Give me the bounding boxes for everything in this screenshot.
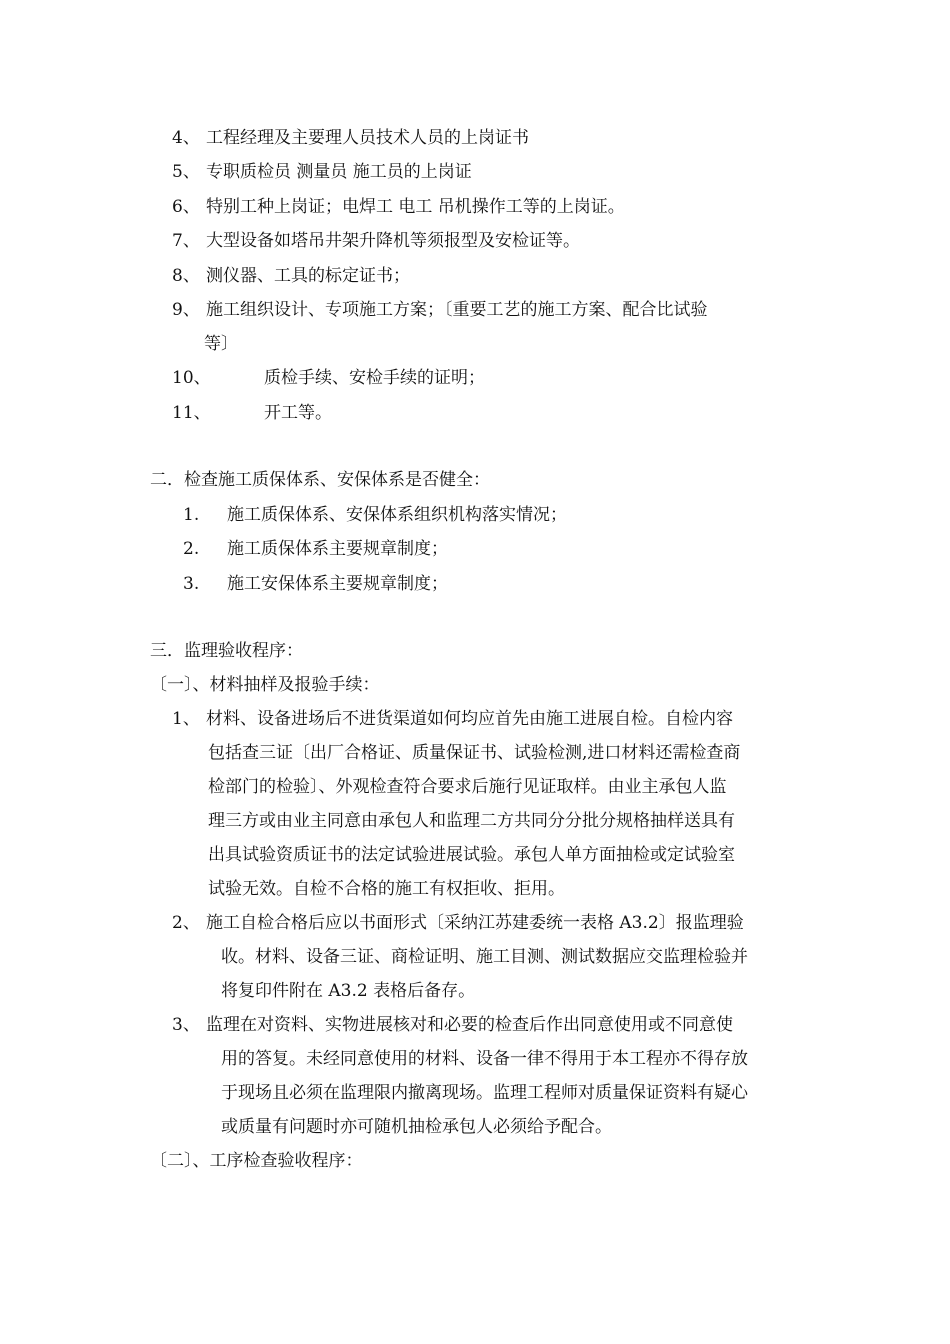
list-item (172, 126, 529, 150)
item-number: 3、 (172, 1015, 200, 1035)
subsection-heading: 〔二〕、工序检查验收程序： (150, 1151, 363, 1171)
section-heading: 二．检查施工质保体系、安保体系是否健全： (150, 470, 490, 490)
item-text: 特别工种上岗证；电焊工 电工 吊机操作工等的上岗证。 (206, 197, 625, 217)
list-item (172, 911, 744, 935)
item-text: 质检手续、安检手续的证明； (264, 368, 485, 388)
item-number: 11、 (172, 403, 211, 423)
list-item (172, 195, 625, 219)
item-text: 施工组织设计、专项施工方案；〔重要工艺的施工方案、配合比试验 (206, 300, 708, 320)
list-item (172, 366, 485, 390)
list-item-continuation: 等〕 (204, 334, 238, 354)
list-item (183, 572, 448, 596)
list-item (172, 264, 410, 288)
item-number: 4、 (172, 128, 200, 148)
item-text: 施工质保体系主要规章制度； (227, 539, 448, 559)
list-item (183, 537, 448, 561)
item-number: 3. (183, 574, 200, 594)
list-item-continuation: 出具试验资质证书的法定试验进展试验。承包人单方面抽检或定试验室 (208, 845, 735, 865)
list-item-continuation: 将复印件附在 A3.2 表格后备存。 (221, 981, 476, 1001)
subsection-heading: 〔一〕、材料抽样及报验手续： (150, 675, 380, 695)
item-text: 施工质保体系、安保体系组织机构落实情况； (227, 505, 567, 525)
item-number: 2、 (172, 913, 200, 933)
list-item-continuation: 检部门的检验〕、外观检查符合要求后施行见证取样。由业主承包人监 (208, 777, 727, 797)
item-number: 1. (183, 505, 200, 525)
item-text: 监理在对资料、实物进展核对和必要的检查后作出同意使用或不同意使 (206, 1015, 733, 1035)
item-text: 开工等。 (264, 403, 332, 423)
list-item (172, 298, 708, 322)
list-item-continuation: 试验无效。自检不合格的施工有权拒收、拒用。 (208, 879, 565, 899)
list-item-continuation: 于现场且必须在监理限内撤离现场。监理工程师对质量保证资料有疑心 (221, 1083, 748, 1103)
item-text: 工程经理及主要理人员技术人员的上岗证书 (206, 128, 529, 148)
list-item-continuation: 或质量有问题时亦可随机抽检承包人必须给予配合。 (221, 1117, 612, 1137)
item-number: 9、 (172, 300, 200, 320)
item-number: 6、 (172, 197, 200, 217)
item-number: 7、 (172, 231, 200, 251)
item-text: 专职质检员 测量员 施工员的上岗证 (206, 162, 472, 182)
list-item (183, 503, 567, 527)
item-number: 1、 (172, 709, 200, 729)
list-item-continuation: 理三方或由业主同意由承包人和监理二方共同分分批分规格抽样送具有 (208, 811, 735, 831)
list-item-continuation: 用的答复。未经同意使用的材料、设备一律不得用于本工程亦不得存放 (221, 1049, 748, 1069)
item-text: 大型设备如塔吊井架升降机等须报型及安检证等。 (206, 231, 580, 251)
item-text: 测仪器、工具的标定证书； (206, 266, 410, 286)
section-heading: 三．监理验收程序： (150, 641, 303, 661)
list-item (172, 707, 733, 731)
item-number: 8、 (172, 266, 200, 286)
list-item (172, 160, 472, 184)
list-item (172, 1013, 733, 1037)
list-item-continuation: 包括查三证〔出厂合格证、质量保证书、试验检测,进口材料还需检查商 (208, 743, 741, 763)
item-text: 施工自检合格后应以书面形式〔采纳江苏建委统一表格 A3.2〕报监理验 (206, 913, 744, 933)
list-item (172, 229, 580, 253)
list-item (172, 401, 332, 425)
item-number: 10、 (172, 368, 211, 388)
list-item-continuation: 收。材料、设备三证、商检证明、施工目测、测试数据应交监理检验并 (221, 947, 748, 967)
item-number: 2. (183, 539, 200, 559)
item-text: 材料、设备进场后不进货渠道如何均应首先由施工进展自检。自检内容 (206, 709, 733, 729)
item-text: 施工安保体系主要规章制度； (227, 574, 448, 594)
item-number: 5、 (172, 162, 200, 182)
